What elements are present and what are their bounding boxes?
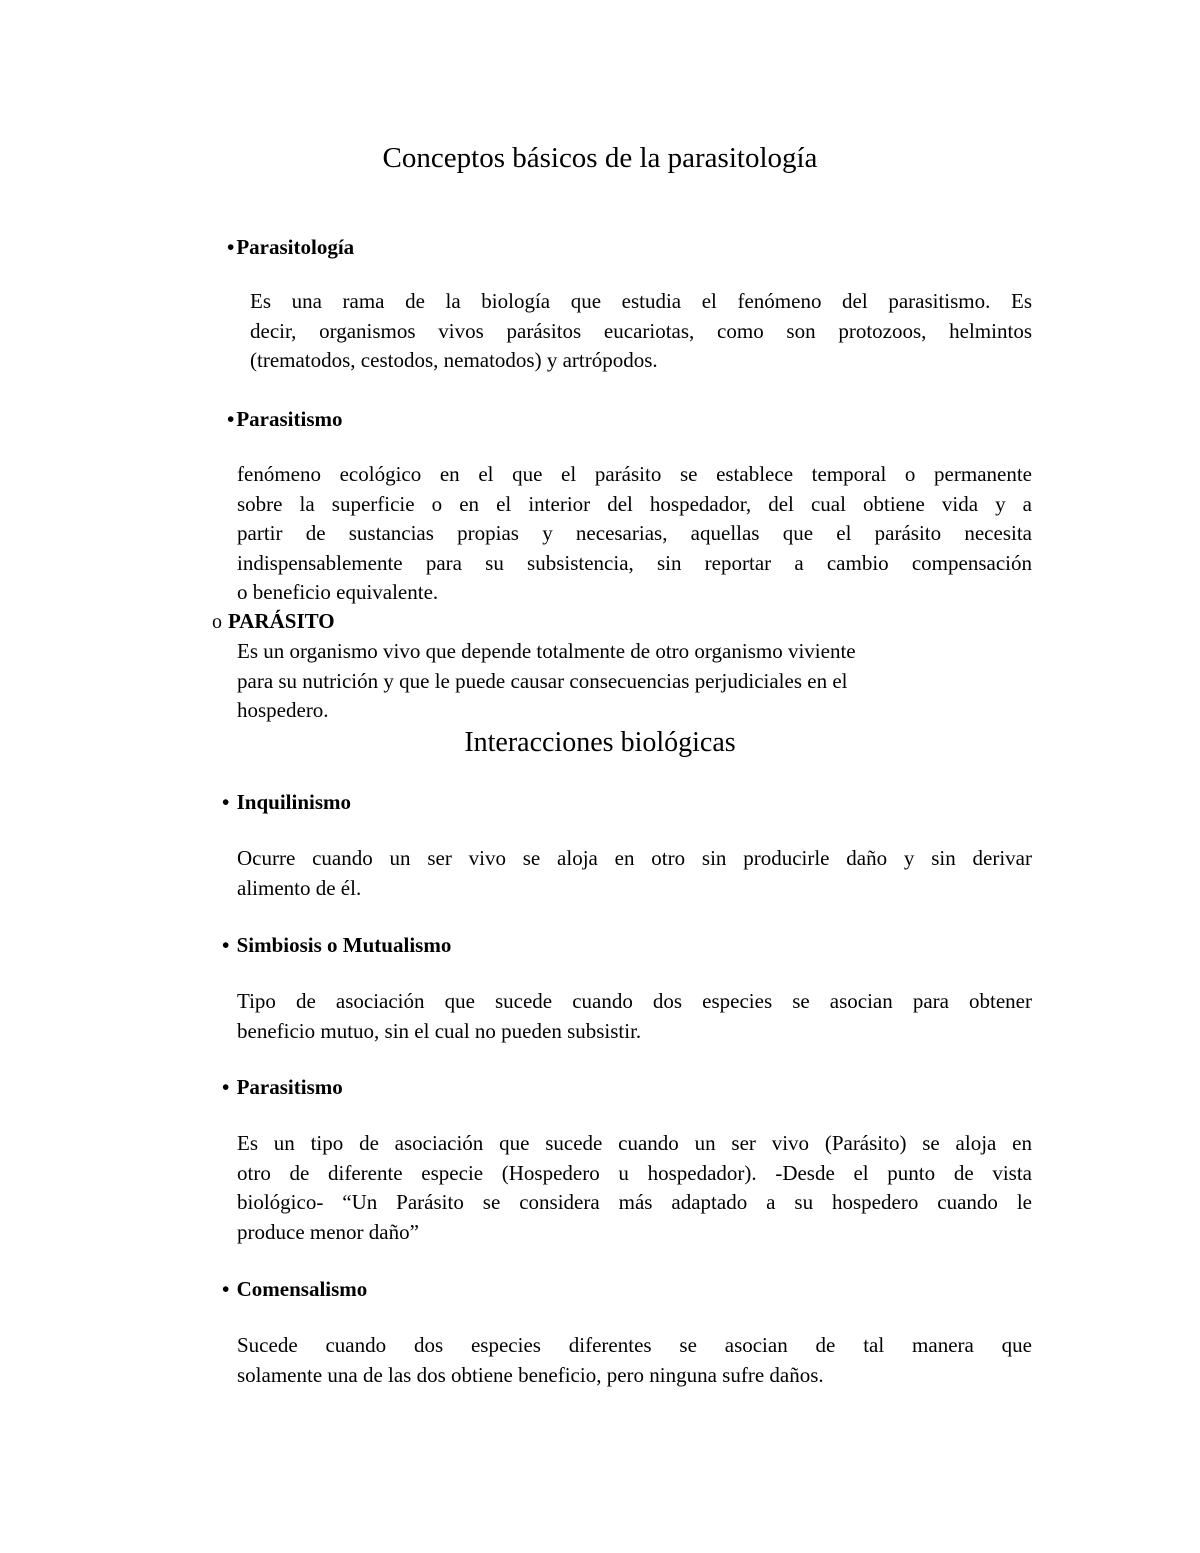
paragraph-line: beneficio mutuo, sin el cual no pueden subsistir. (237, 1018, 642, 1043)
paragraph-line: indispensablemente para su subsistencia, sin reportar a cambio compensación (237, 550, 1032, 575)
heading-label: Parasitismo (236, 1075, 343, 1099)
paragraph-line: fenómeno ecológico en el que el parásito se establece temporal o permanente (237, 462, 1032, 486)
paragraph-parasitologia (250, 287, 1032, 376)
paragraph-line: sobre la superficie o en el interior del hospedador, del cual obtiene vida y a (237, 491, 1032, 516)
section-heading-parasitismo (227, 405, 343, 433)
paragraph-parasitismo (237, 460, 1032, 608)
section-heading-parasito (212, 607, 335, 636)
bullet-icon: • (222, 933, 230, 957)
circle-bullet-icon: o (212, 611, 222, 633)
paragraph-line: otro de diferente especie (Hospedero u hospedador). -Desde el punto de vista (237, 1160, 1032, 1185)
heading-label: PARÁSITO (228, 609, 335, 633)
section-heading-inquilinismo (222, 788, 351, 816)
paragraph-line: decir, organismos vivos parásitos eucariotas, como son protozoos, helmintos (250, 318, 1032, 343)
page-title: Conceptos básicos de la parasitología (382, 142, 818, 174)
paragraph-line: Tipo de asociación que sucede cuando dos especies se asocian para obtener (237, 989, 1032, 1013)
paragraph-line: solamente una de las dos obtiene beneficio, pero ninguna sufre daños. (237, 1362, 824, 1387)
bullet-icon: • (227, 407, 235, 431)
heading-label: Simbiosis o Mutualismo (236, 933, 452, 957)
paragraph-line: Ocurre cuando un ser vivo se aloja en otro sin producirle daño y sin derivar (237, 846, 1032, 870)
bullet-icon: • (227, 235, 235, 259)
paragraph-line: produce menor daño” (237, 1219, 419, 1244)
section-heading-comensalismo (222, 1275, 367, 1303)
heading-label: Parasitología (236, 235, 355, 259)
section-heading-parasitismo-2 (222, 1073, 343, 1101)
paragraph-line: para su nutrición y que le puede causar consecuencias perjudiciales en el (237, 668, 848, 693)
paragraph-comensalismo (237, 1331, 1032, 1390)
paragraph-parasitismo-2 (237, 1129, 1032, 1247)
paragraph-line: o beneficio equivalente. (237, 580, 439, 604)
bullet-icon: • (222, 1277, 230, 1301)
paragraph-line: biológico- “Un Parásito se considera más adaptado a su hospedero cuando le (237, 1190, 1032, 1214)
paragraph-line: Es un organismo vivo que depende totalmente de otro organismo viviente (237, 639, 856, 663)
section-subtitle: Interacciones biológicas (464, 727, 736, 758)
paragraph-inquilinismo (237, 844, 1032, 903)
paragraph-line: partir de sustancias propias y necesarias, aquellas que el parásito necesita (237, 521, 1032, 545)
paragraph-line: hospedero. (237, 698, 329, 722)
paragraph-line: alimento de él. (237, 875, 362, 900)
heading-label: Parasitismo (236, 407, 343, 431)
heading-label: Comensalismo (236, 1277, 368, 1301)
section-heading-parasitologia (227, 233, 354, 261)
paragraph-line: (trematodos, cestodos, nematodos) y artrópodos. (250, 348, 658, 372)
paragraph-line: Es un tipo de asociación que sucede cuando un ser vivo (Parásito) se aloja en (237, 1131, 1032, 1155)
bullet-icon: • (222, 790, 230, 814)
heading-label: Inquilinismo (236, 790, 352, 814)
bullet-icon: • (222, 1075, 230, 1099)
section-heading-simbiosis (222, 931, 451, 959)
paragraph-line: Sucede cuando dos especies diferentes se asocian de tal manera que (237, 1333, 1032, 1357)
paragraph-line: Es una rama de la biología que estudia el fenómeno del parasitismo. Es (250, 289, 1032, 313)
paragraph-simbiosis (237, 987, 1032, 1046)
paragraph-parasito (237, 637, 997, 726)
